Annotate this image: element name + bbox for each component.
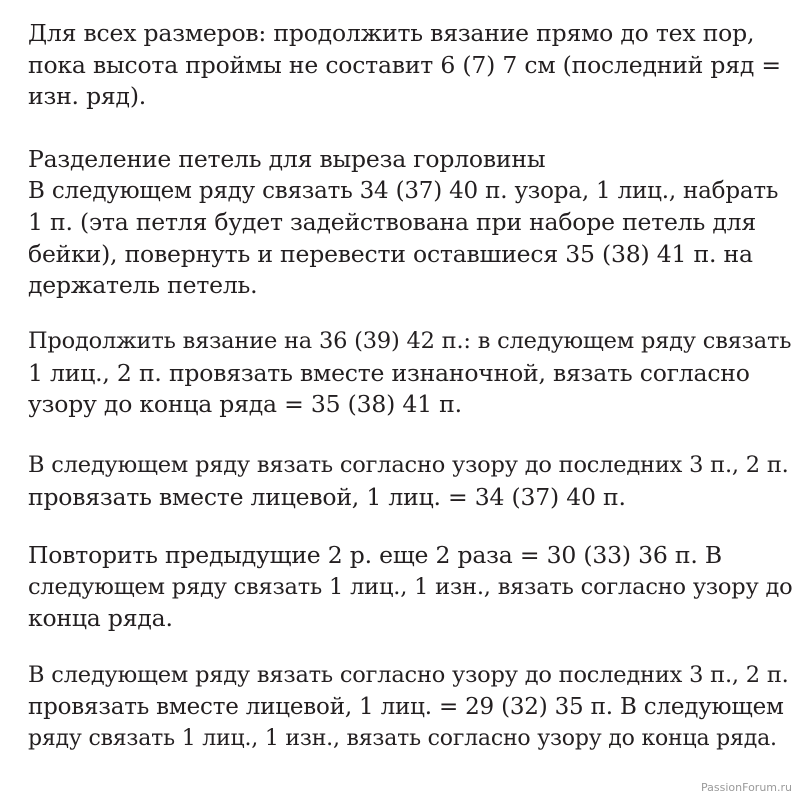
text-line: провязать вместе лицевой, 1 лиц. = 29 (32) 35 п. В следующем [28,693,784,720]
text-line: конца ряда. [28,604,173,632]
text-line: ряду связать 1 лиц., 1 изн., вязать согласно узору до конца ряда. [28,726,777,751]
text-line: 1 п. (эта петля будет задействована при наборе петель для [28,208,756,236]
watermark: PassionForum.ru [701,781,792,794]
paragraph-armhole-height [28,18,788,113]
paragraph-continue-knitting [28,326,792,421]
text-line: Повторить предыдущие 2 р. еще 2 раза = 30 (33) 36 п. В [28,541,722,569]
text-line: В следующем ряду связать 34 (37) 40 п. узора, 1 лиц., набрать [28,177,779,204]
paragraph-neckline-division [28,144,788,302]
text-line: В следующем ряду вязать согласно узору до последних 3 п., 2 п. [28,662,789,688]
text-line: пока высота проймы не составит 6 (7) 7 см (последний ряд = [28,50,781,79]
text-line: провязать вместе лицевой, 1 лиц. = 34 (37) 40 п. [28,482,626,511]
paragraph-repeat-rows [28,540,793,635]
text-line: Для всех размеров: продолжить вязание прямо до тех пор, [28,19,755,47]
text-line: Продолжить вязание на 36 (39) 42 п.: в следующем ряду связать [28,328,792,354]
text-line: В следующем ряду вязать согласно узору до последних 3 п., 2 п. [28,452,789,478]
paragraph-final-decrease [28,660,788,755]
text-line: 1 лиц., 2 п. провязать вместе изнаночной, вязать согласно [28,358,750,387]
text-line: держатель петель. [28,271,258,299]
text-line: изн. ряд). [28,82,147,110]
paragraph-next-row-decrease [28,450,788,513]
text-line: следующем ряду связать 1 лиц., 1 изн., вязать согласно узору до [28,573,793,600]
text-line: узору до конца ряда = 35 (38) 41 п. [28,390,462,418]
text-line: бейки), повернуть и перевести оставшиеся 35 (38) 41 п. на [28,239,753,268]
section-heading: Разделение петель для выреза горловины [28,145,546,173]
